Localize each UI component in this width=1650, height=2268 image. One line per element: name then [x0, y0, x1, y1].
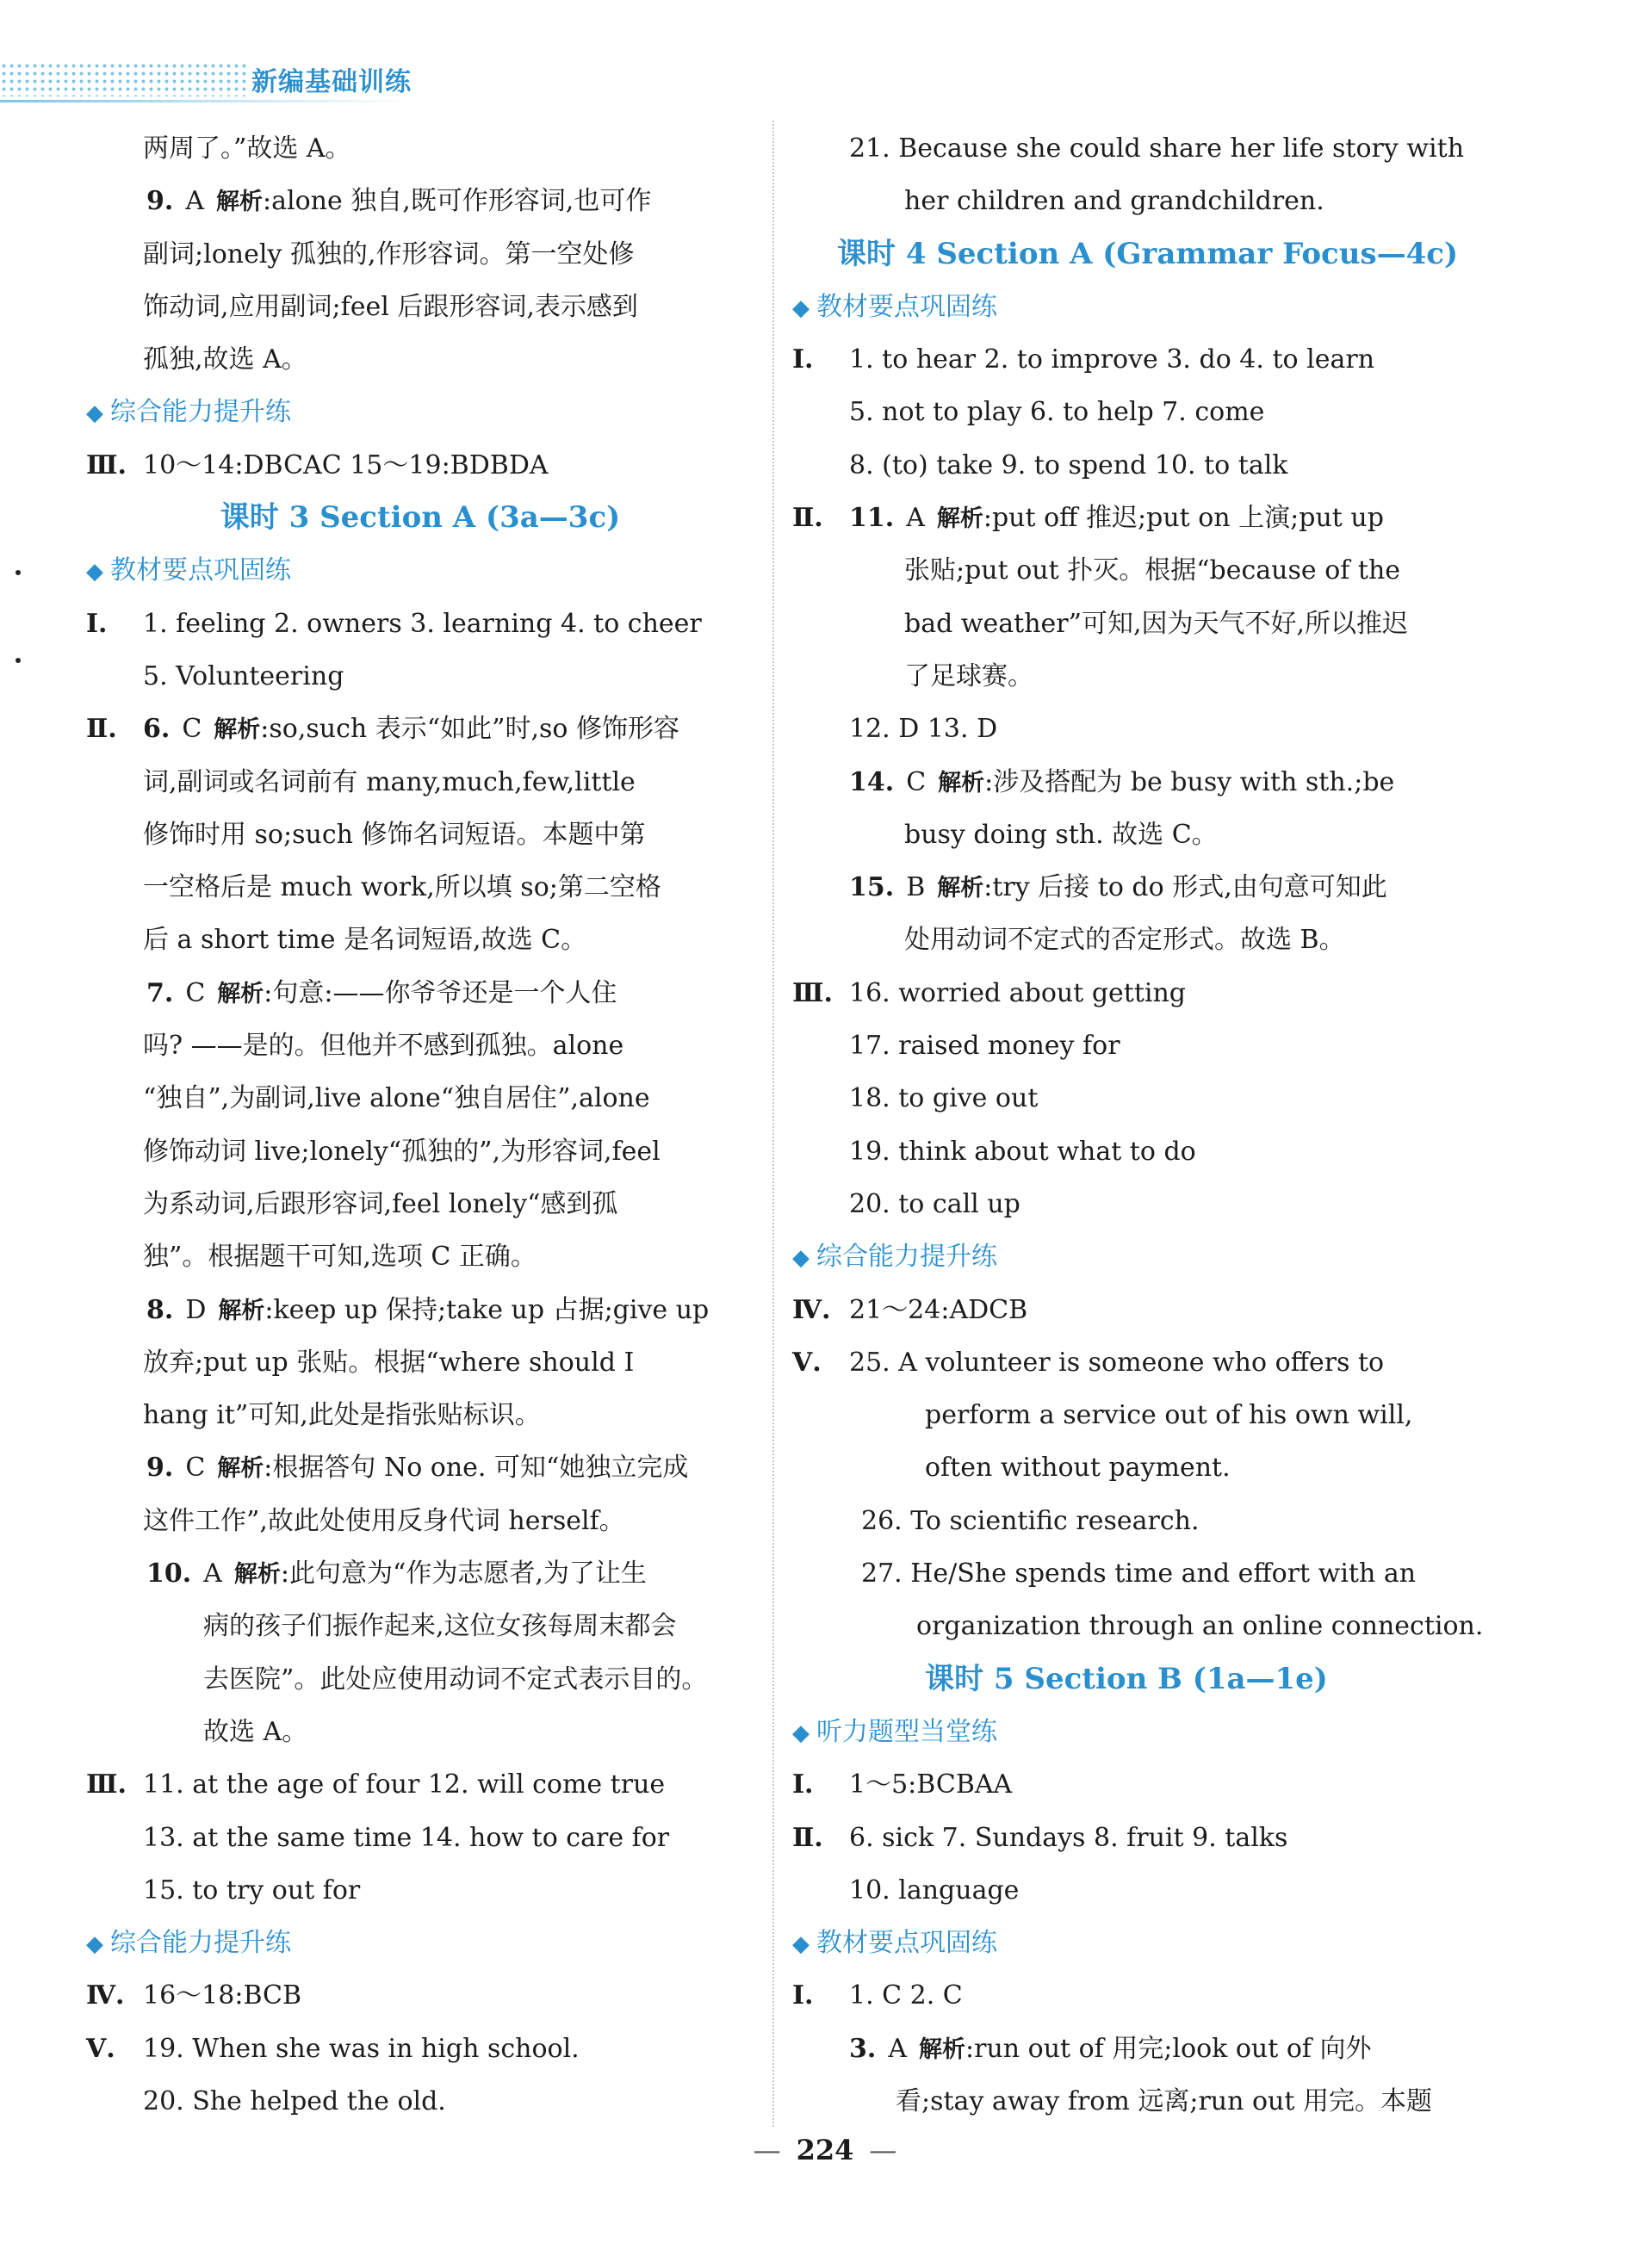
answer-row: 5. Volunteering [143, 660, 344, 691]
answer-row: 10. language [849, 1875, 1020, 1905]
page-number-dash: — [869, 2134, 897, 2166]
lesson-title: 课时 5 Section B (1a—1e) [925, 1661, 1328, 1696]
header-dot-pattern [0, 62, 250, 96]
text-line: 故选 A。 [203, 1716, 308, 1747]
text-line: 副词;lonely 孤独的,作形容词。第一空处修 [143, 239, 635, 270]
text-line: 病的孩子们振作起来,这位女孩每周末都会 [203, 1611, 677, 1642]
section-heading: ◆ 教材要点巩固练 [792, 1917, 1461, 1969]
lesson-title: 课时 4 Section A (Grammar Focus—4c) [837, 236, 1459, 271]
answer-row: 19. think about what to do [849, 1136, 1196, 1167]
answer-row: 13. at the same time 14. how to care for [143, 1822, 670, 1853]
answer-row: Ⅰ. 1. C 2. C [792, 1980, 963, 2011]
text-line: 吗? ——是的。但他并不感到孤独。alone [143, 1031, 624, 1062]
question-15: 15. B 解析:try 后接 to do 形式,由句意可知此 [849, 872, 1387, 903]
answer-row: 17. raised money for [849, 1031, 1120, 1062]
answer-row: Ⅲ. 11. at the age of four 12. will come true [86, 1769, 666, 1800]
diamond-icon: ◆ [792, 1720, 809, 1746]
answer-row: 12. D 13. D [849, 714, 998, 745]
text-line: busy doing sth. 故选 C。 [904, 819, 1218, 850]
header-rule [0, 100, 413, 102]
question-11: Ⅱ. 11. A 解析:put off 推迟;put on 上演;put up [792, 503, 1384, 534]
analysis-text: :alone 独自,既可作形容词,也可作 [263, 186, 652, 217]
column-divider [772, 121, 774, 2127]
section-heading: ◆ 综合能力提升练 [86, 386, 754, 438]
text-line: 为系动词,后跟形容词,feel lonely“感到孤 [143, 1188, 618, 1219]
text-line: her children and grandchildren. [904, 186, 1324, 217]
answer-row: Ⅲ. 10～14:DBCAC 15～19:BDBDA [86, 449, 549, 480]
text-line: often without payment. [925, 1453, 1231, 1484]
answer-row: Ⅳ. 16～18:BCB [86, 1980, 302, 2011]
text-line: 后 a short time 是名词短语,故选 C。 [143, 925, 587, 956]
answer-row: Ⅴ. 25. A volunteer is someone who offers to [792, 1347, 1385, 1378]
text-line: bad weather”可知,因为天气不好,所以推迟 [904, 608, 1409, 639]
question-3: 3. A 解析:run out of 用完;look out of 向外 [849, 2033, 1372, 2064]
answer-row: 5. not to play 6. to help 7. come [849, 397, 1265, 428]
text-line: 修饰动词 live;lonely“孤独的”,为形容词,feel [143, 1136, 661, 1167]
question-7: 7. C 解析:句意:——你爷爷还是一个人住 [146, 977, 617, 1008]
text-line: perform a service out of his own will, [925, 1400, 1413, 1431]
answer-row: 8. (to) take 9. to spend 10. to talk [849, 449, 1288, 480]
section-heading: ◆ 综合能力提升练 [792, 1230, 1461, 1283]
answer-row: Ⅰ. 1. to hear 2. to improve 3. do 4. to learn [792, 344, 1375, 375]
question-10: 10. A 解析:此句意为“作为志愿者,为了让生 [146, 1558, 647, 1589]
text-line: 一空格后是 much work,所以填 so;第二空格 [143, 872, 661, 903]
text-line: “独自”,为副词,live alone“独自居住”,alone [143, 1083, 650, 1114]
diamond-icon: ◆ [792, 294, 809, 321]
lesson-title: 课时 3 Section A (3a—3c) [220, 500, 621, 536]
text-line: 放弃;put up 张贴。根据“where should I [143, 1347, 635, 1378]
answer: A [185, 186, 204, 217]
diamond-icon: ◆ [792, 1931, 809, 1958]
diamond-icon: ◆ [86, 1931, 103, 1958]
answer-row: 26. To scientific research. [861, 1505, 1200, 1536]
question-14: 14. C 解析:涉及搭配为 be busy with sth.;be [849, 766, 1395, 797]
diamond-icon: ◆ [86, 400, 103, 427]
answer-row: Ⅳ. 21～24:ADCB [792, 1294, 1028, 1325]
answer-row: Ⅰ. 1～5:BCBAA [792, 1769, 1013, 1800]
answer-row: 20. She helped the old. [143, 2085, 446, 2116]
answer-row: 20. to call up [849, 1188, 1020, 1219]
left-column [86, 122, 754, 2128]
answer-row: 18. to give out [849, 1083, 1039, 1114]
text-line: organization through an online connection. [916, 1611, 1484, 1642]
answer-row: Ⅱ. 6. sick 7. Sundays 8. fruit 9. talks [792, 1822, 1288, 1853]
question-number: 9. [146, 186, 174, 217]
diamond-icon: ◆ [792, 1245, 809, 1272]
page-number-dash: — [753, 2134, 781, 2166]
text-line: 处用动词不定式的否定形式。故选 B。 [904, 925, 1345, 956]
margin-mark [16, 658, 21, 663]
analysis-label: 解析 [216, 189, 263, 216]
answer-row: 27. He/She spends time and effort with an [861, 1558, 1417, 1589]
page-number [0, 2134, 1650, 2166]
answer-row: Ⅴ. 19. When she was in high school. [86, 2033, 580, 2064]
text-line: 看;stay away from 远离;run out 用完。本题 [896, 2085, 1432, 2116]
section-heading: ◆ 听力题型当堂练 [792, 1706, 1461, 1758]
question-9b: 9. C 解析:根据答句 No one. 可知“她独立完成 [146, 1453, 689, 1484]
answer-row: Ⅰ. 1. feeling 2. owners 3. learning 4. to cheer [86, 608, 702, 639]
margin-mark [16, 570, 21, 575]
text-line: 修饰时用 so;such 修饰名词短语。本题中第 [143, 819, 646, 850]
text-line: 词,副词或名词前有 many,much,few,little [143, 766, 636, 797]
question-6: Ⅱ. 6. C 解析:so,such 表示“如此”时,so 修饰形容 [86, 714, 679, 745]
header-title: 新编基础训练 [251, 67, 412, 97]
question-8: 8. D 解析:keep up 保持;take up 占据;give up [146, 1294, 710, 1325]
section-heading: ◆ 教材要点巩固练 [86, 544, 754, 597]
text-line: 孤独,故选 A。 [143, 344, 307, 375]
text-line: 饰动词,应用副词;feel 后跟形容词,表示感到 [143, 291, 638, 322]
text-line: hang it”可知,此处是指张贴标识。 [143, 1400, 541, 1431]
text-line: 这件工作”,故此处使用反身代词 herself。 [143, 1505, 625, 1536]
text-line: 独”。根据题干可知,选项 C 正确。 [143, 1242, 537, 1273]
diamond-icon: ◆ [86, 559, 103, 586]
page-number-value: 224 [796, 2134, 854, 2166]
section-heading: ◆ 教材要点巩固练 [792, 281, 1461, 333]
text-line: 张贴;put out 扑灭。根据“because of the [904, 555, 1401, 586]
answer-row: Ⅲ. 16. worried about getting [792, 977, 1187, 1008]
question-9 [86, 175, 754, 227]
text-line: 去医院”。此处应使用动词不定式表示目的。 [203, 1664, 708, 1695]
answer-row: 21. Because she could share her life story with [849, 133, 1465, 164]
section-heading: ◆ 综合能力提升练 [86, 1917, 754, 1969]
text-line: 两周了。”故选 A。 [143, 133, 351, 164]
answer-row: 15. to try out for [143, 1875, 361, 1905]
right-column [792, 122, 1484, 2128]
text-line: 了足球赛。 [904, 660, 1033, 691]
